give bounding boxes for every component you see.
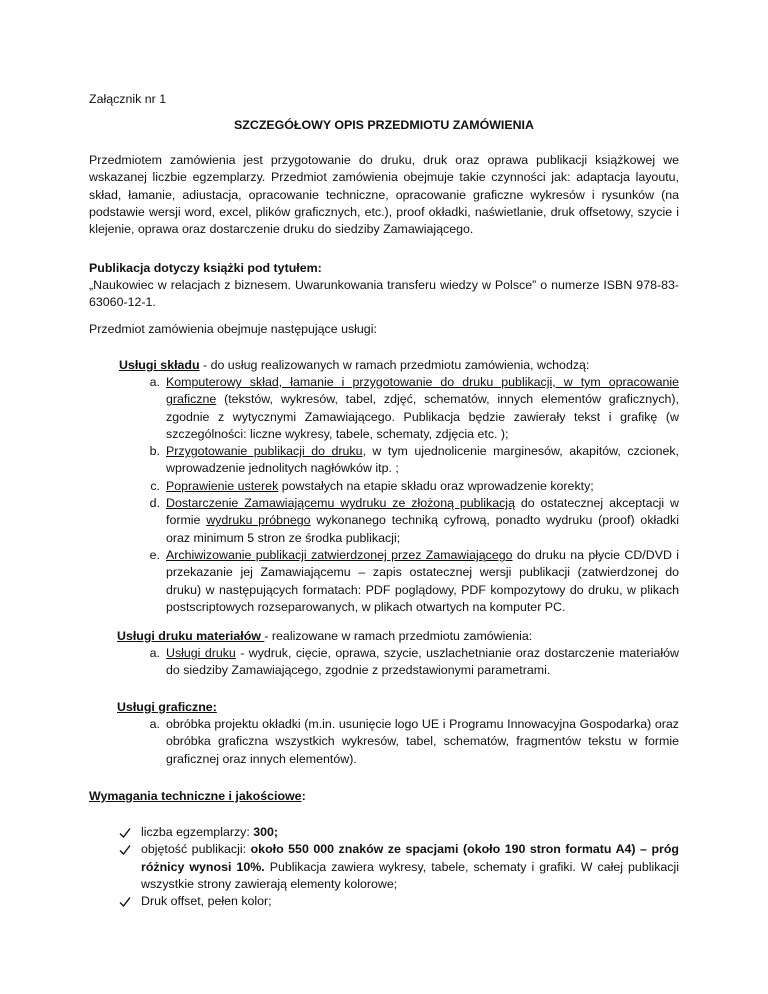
item-text: liczba egzemplarzy: [141,825,254,839]
section-skladu-desc: - do usług realizowanych w ramach przedmiotu zamówienia, wchodzą: [199,358,590,372]
section-graficzne-heading: Usługi graficzne: [117,700,217,714]
list-item [140,495,679,547]
list-item [117,841,679,893]
intro-paragraph: Przedmiotem zamówienia jest przygotowanie do druku, druk oraz oprawa publikacji książkowej we wskazanej liczbie egzemplarzy. Przedmiot zamówienia obejmuje takie czynności jak: adaptacja layoutu, skład, łamanie, adiustacja, opracowanie techniczne, opracowanie graficzne wykresów i rysunków (na podstawie wersji word, excel, plików graficznych, etc.), proof okładki, naświetlanie, druk offsetowy, szycie i klejenie, oprawa oraz dostarczenie druku do siedziby Zamawiającego. [89,153,679,237]
requirements-colon: : [301,789,306,803]
item-label: a. [149,646,160,660]
item-label: e. [149,547,160,562]
item-text-bold: około 550 000 znaków ze spacjami (około 190 stron formatu A4) – próg różnicy wynosi 10%. [141,842,679,874]
item-text: , w tym ujednolicenie marginesów, akapitów, czcionek, wprowadzenie jednolitych nagłówków itp. ; [166,444,680,476]
list-item [140,478,679,495]
requirements-title: Wymagania techniczne i jakościowe [89,789,302,803]
list-item [140,716,679,768]
item-label: d. [149,496,160,511]
checkmark-icon [119,893,131,910]
book-title-paragraph: „Naukowiec w relacjach z biznesem. Uwarunkowania transferu wiedzy w Polsce” o numerze ISBN 978-83-63060-12-1. [89,278,679,310]
book-heading: Publikacja dotyczy książki pod tytułem: [89,261,322,275]
item-label: c. [150,478,160,493]
section-druku-desc: - realizowane w ramach przedmiotu zamówienia: [264,629,533,643]
item-title: Dostarczenie Zamawiającemu wydruku ze złożoną publikacją [166,496,515,511]
section-druku-title: Usługi druku materiałów [117,629,265,643]
item-label: b. [149,444,160,459]
document-title: SZCZEGÓŁOWY OPIS PRZEDMIOTU ZAMÓWIENIA [234,118,534,132]
item-text-bold: 300; [253,825,279,839]
item-title: Archiwizowanie publikacji zatwierdzonej przez Zamawiającego [166,547,513,562]
item-title: Poprawienie usterek [166,478,279,493]
section-graficzne-list [140,716,679,768]
item-text: (tekstów, wykresów, tabel, zdjęć, schematów, innych elementów graficznych), zgodnie z wytycznymi Zamawiającego. Publikacja będzie zawierały tekst i grafikę (w szczególności: liczne wykresy, tabele, schematy, zdjęcia etc. ); [166,392,679,441]
item-text: - wydruk, cięcie, oprawa, szycie, uszlachetnianie oraz dostarczenie materiałów do siedziby Zamawiającego, zgodnie z przedstawionymi parametrami. [166,646,679,678]
section-skladu-title: Usługi składu [119,358,200,372]
item-text: obróbka projektu okładki (m.in. usunięcie logo UE i Programu Innowacyjna Gospodarka) oraz obróbka graficzna wszystkich wykresów, tabel, schematów, fragmentów tekstu w formie graficznej oraz innych elementów). [166,717,679,766]
item-text: do druku na płycie CD/DVD i przekazanie jej Zamawiającemu – zapis ostatecznej wersji publikacji (zatwierdzonej do druku) w następujących formatach: PDF poglądowy, PDF kompozytowy do druku, w plikach postscriptowych rozseparowanych, w plikach otwartych na komputer PC. [166,547,679,614]
item-title-secondary: wydruku próbnego [206,513,311,528]
requirements-heading [89,788,306,805]
section-druku-list [140,645,679,680]
item-text: do ostatecznej akceptacji w formie [166,496,679,528]
section-druku-heading [117,628,679,645]
annex-label: Załącznik nr 1 [89,92,167,106]
list-item [140,547,679,616]
section-skladu-heading [119,357,679,374]
item-title: Przygotowanie publikacji do druku [166,444,363,459]
scope-intro: Przedmiot zamówienia obejmuje następujące usługi: [89,322,377,336]
checkmark-icon [119,841,131,858]
list-item [140,374,679,443]
list-item [117,824,679,841]
item-label: a. [149,375,160,389]
item-text: objętość publikacji: [141,842,251,857]
item-text: powstałych na etapie składu oraz wprowadzenie korekty; [278,478,594,493]
item-title: Komputerowy skład, łamanie i przygotowanie do druku publikacji, w tym opracowanie graficzne [166,375,679,407]
item-title: Usługi druku [166,646,236,660]
list-item [140,645,679,680]
list-item [140,443,679,478]
item-text: Druk offset, pełen kolor; [141,894,272,909]
requirements-list [117,824,679,910]
checkmark-icon [119,824,131,841]
item-text: wykonanego techniką cyfrową, ponadto wydruku (proof) okładki oraz minimum 5 stron ze środka publikacji; [166,513,679,545]
item-label: a. [149,717,160,731]
item-text: Publikacja zawiera wykresy, tabele, schematy i grafiki. W całej publikacji wszystkie strony zawierają elementy kolorowe; [141,859,680,891]
section-skladu-list [140,374,679,616]
list-item [117,893,679,910]
